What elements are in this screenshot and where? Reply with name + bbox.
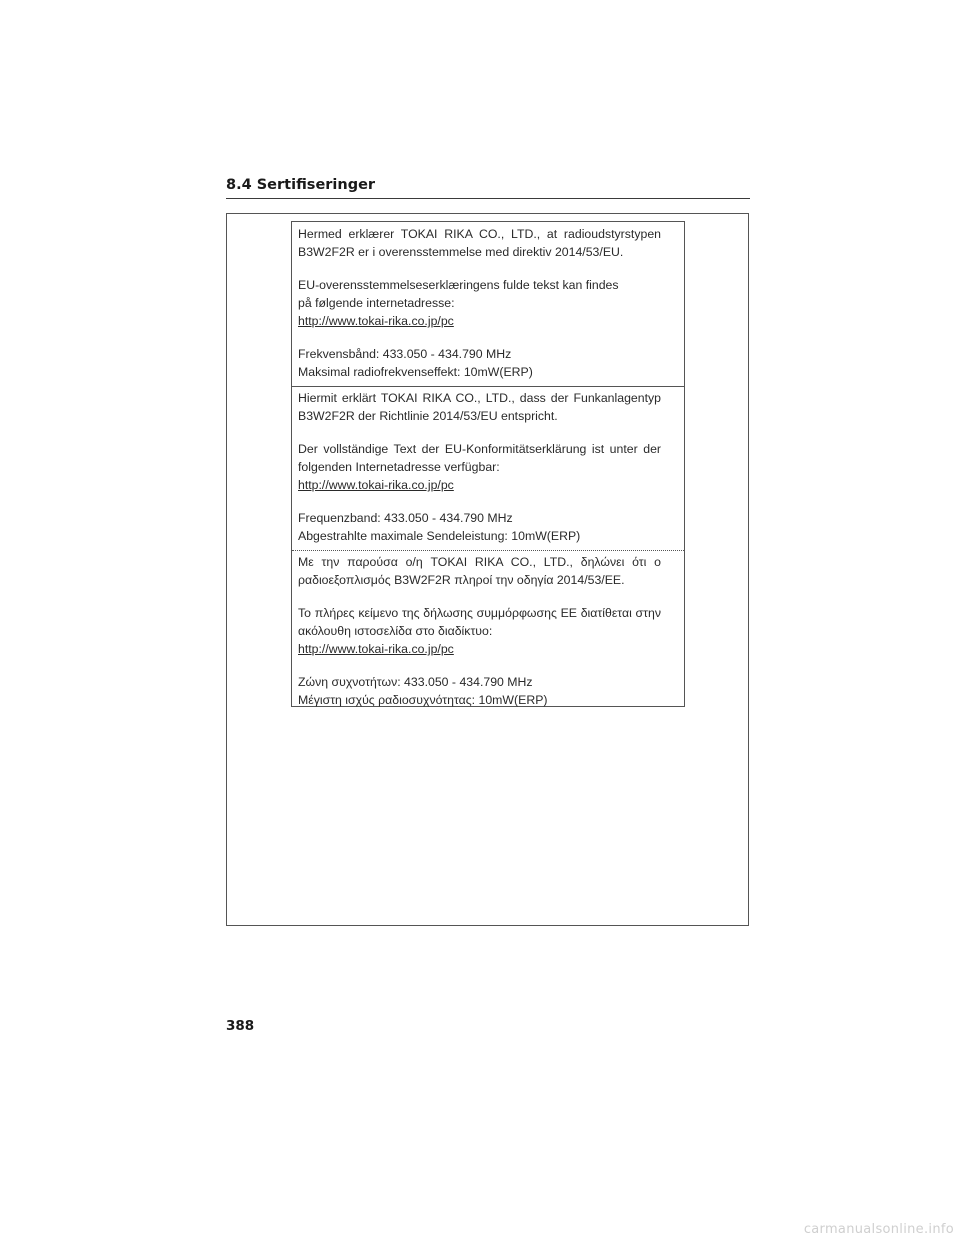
section-divider	[292, 386, 684, 387]
certification-section-greek	[292, 553, 684, 709]
max-power: Μέγιστη ισχύς ραδιοσυχνότητας: 10mW(ERP)	[298, 693, 548, 707]
section-header	[226, 176, 750, 199]
fulltext-note: Der vollständige Text der EU-Konformitätserklärung ist unter der folgenden Internetadresse verfügbar:	[298, 442, 661, 474]
section-title: 8.4 Sertifiseringer	[226, 177, 376, 193]
declaration-text: Με την παρούσα ο/η TOKAI RIKA CO., LTD., δηλώνει ότι ο ραδιοεξοπλισμός B3W2F2R πληροί την οδηγία 2014/53/ΕΕ.	[298, 555, 661, 587]
declaration-link[interactable]: http://www.tokai-rika.co.jp/pc	[298, 478, 454, 492]
max-power: Abgestrahlte maximale Sendeleistung: 10mW(ERP)	[298, 529, 581, 543]
section-divider	[292, 550, 684, 551]
certification-section-german	[292, 389, 684, 545]
max-power: Maksimal radiofrekvenseffekt: 10mW(ERP)	[298, 365, 533, 379]
frequency-band: Frekvensbånd: 433.050 - 434.790 MHz	[298, 347, 512, 361]
fulltext-note: Το πλήρες κείμενο της δήλωσης συμμόρφωσης ΕΕ διατίθεται στην ακόλουθη ιστοσελίδα στο διαδίκτυο:	[298, 606, 661, 638]
declaration-link[interactable]: http://www.tokai-rika.co.jp/pc	[298, 314, 454, 328]
frequency-band: Frequenzband: 433.050 - 434.790 MHz	[298, 511, 513, 525]
certification-section-danish	[292, 225, 684, 381]
page-number: 388	[226, 1018, 255, 1034]
watermark: carmanualsonline.info	[803, 1222, 954, 1237]
declaration-text: Hiermit erklärt TOKAI RIKA CO., LTD., dass der Funkanlagentyp B3W2F2R der Richtlinie 2014/53/EU entspricht.	[298, 391, 661, 423]
certification-box	[291, 221, 685, 707]
declaration-text: Hermed erklærer TOKAI RIKA CO., LTD., at radioudstyrstypen B3W2F2R er i overensstemmelse med direktiv 2014/53/EU.	[298, 227, 661, 259]
declaration-link[interactable]: http://www.tokai-rika.co.jp/pc	[298, 642, 454, 656]
frequency-band: Ζώνη συχνοτήτων: 433.050 - 434.790 MHz	[298, 675, 533, 689]
fulltext-note: EU-overensstemmelseserklæringens fulde tekst kan findes på følgende internetadresse:	[298, 278, 619, 310]
